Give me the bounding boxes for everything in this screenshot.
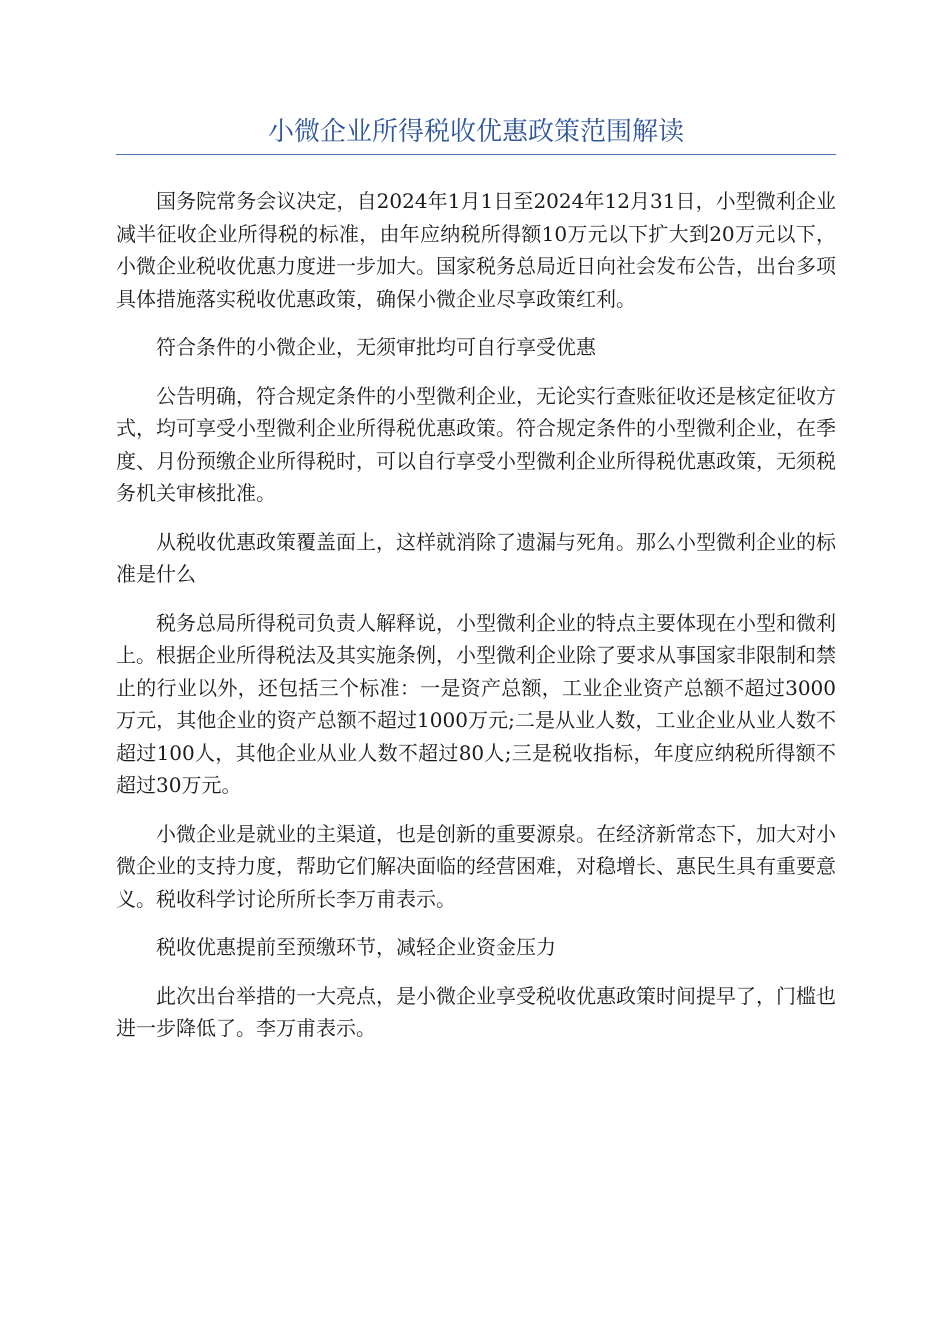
document-title: 小微企业所得税收优惠政策范围解读 xyxy=(267,117,684,147)
paragraph: 此次出台举措的一大亮点，是小微企业享受税收优惠政策时间提早了，门槛也进一步降低了。李万甫表示。 xyxy=(116,983,836,1040)
paragraph: 从税收优惠政策覆盖面上，这样就消除了遗漏与死角。那么小型微利企业的标准是什么 xyxy=(116,529,836,586)
section-heading: 符合条件的小微企业，无须审批均可自行享受优惠 xyxy=(156,335,596,359)
document-page xyxy=(116,112,836,1061)
paragraph: 小微企业是就业的主渠道，也是创新的重要源泉。在经济新常态下，加大对小微企业的支持力度，帮助它们解决面临的经营困难，对稳增长、惠民生具有重要意义。税收科学讨论所所长李万甫表示。 xyxy=(116,821,836,911)
title-underline xyxy=(116,154,836,155)
paragraph: 国务院常务会议决定，自2024年1月1日至2024年12月31日，小型微利企业减半征收企业所得税的标准，由年应纳税所得额10万元以下扩大到20万元以下，小微企业税收优惠力度进一步加大。国家税务总局近日向社会发布公告，出台多项具体措施落实税收优惠政策，确保小微企业尽享政策红利。 xyxy=(116,189,836,311)
section-heading: 税收优惠提前至预缴环节，减轻企业资金压力 xyxy=(156,935,556,959)
paragraph: 税务总局所得税司负责人解释说，小型微利企业的特点主要体现在小型和微利上。根据企业所得税法及其实施条例，小型微利企业除了要求从事国家非限制和禁止的行业以外，还包括三个标准：一是资产总额，工业企业资产总额不超过3000万元，其他企业的资产总额不超过1000万元;二是从业人数，工业企业从业人数不超过100人，其他企业从业人数不超过80人;三是税收指标，年度应纳税所得额不超过30万元。 xyxy=(116,610,836,797)
paragraph: 公告明确，符合规定条件的小型微利企业，无论实行查账征收还是核定征收方式，均可享受小型微利企业所得税优惠政策。符合规定条件的小型微利企业，在季度、月份预缴企业所得税时，可以自行享受小型微利企业所得税优惠政策，无须税务机关审核批准。 xyxy=(116,383,836,505)
